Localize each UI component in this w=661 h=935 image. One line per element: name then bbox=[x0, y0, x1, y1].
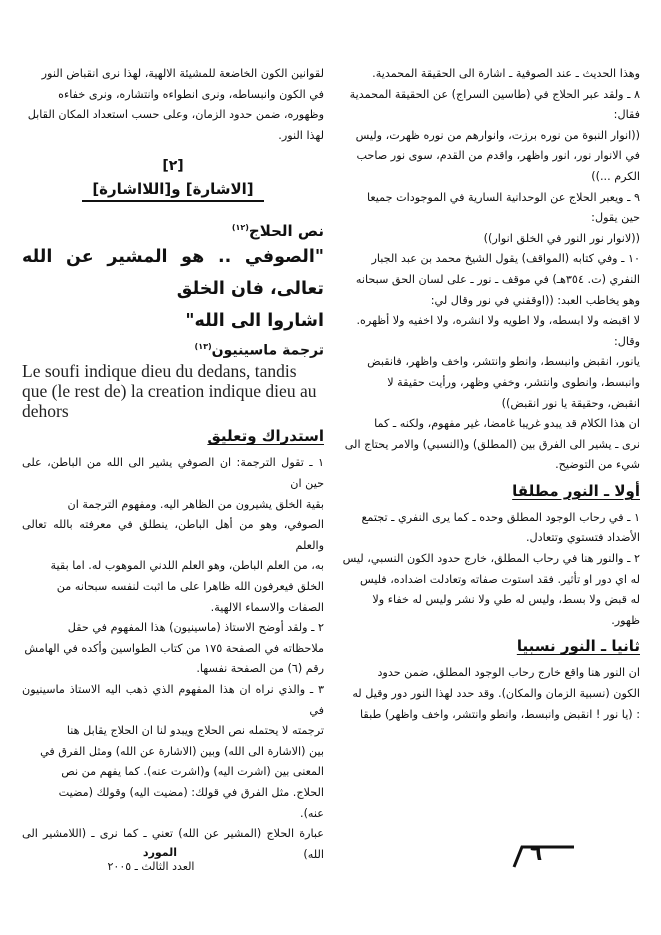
heading-text: أولا ـ النور مطلقا bbox=[512, 481, 640, 500]
text-line: وظهوره، ضمن حدود الزمان، وعلى حسب استعداد المكان القابل bbox=[27, 108, 324, 122]
text-line: ٢ ـ والنور هنا في رحاب المطلق، خارج حدود الكون النسبي، ليس bbox=[342, 552, 640, 566]
text-line: نرى ـ يشير الى الفرق بين (المطلق) و(النسبي) والامر يحتاج الى bbox=[344, 437, 640, 451]
heading-text: استدراك وتعليق bbox=[207, 427, 324, 446]
right-column bbox=[340, 64, 640, 725]
text-line: له قبض ولا بسط، وليس له طي ولا نشر وليس له خفاء ولا bbox=[372, 593, 640, 607]
section-title-text: [الاشارة] و[اللااشارة] bbox=[82, 180, 263, 202]
text-line: ١ ـ في رحاب الوجود المطلق وحده ـ كما يرى النفري ـ تجتمع bbox=[361, 510, 640, 524]
text-line: حين يقول: bbox=[591, 211, 640, 225]
text-line: : (يا نور ! انقبض وانبسط، وانطو وانتشر، واخف واظهر) طبقا bbox=[360, 707, 640, 721]
hallaj-heading bbox=[22, 218, 324, 242]
text-line: النفري (ت. ٣٥٤هـ) في موقف ـ نور ـ على لسان الحق سبحانه bbox=[355, 272, 640, 286]
hallaj-quote-line: اشاروا الى الله" bbox=[185, 311, 324, 332]
text-line: يانور، انقبض وانبسط، وانطو وانتشر، واخف واظهر، فانقبض bbox=[367, 355, 640, 369]
text-line: بين (الاشارة الى الله) وبين (الاشارة عن الله) ومثل الفرق في bbox=[40, 744, 324, 758]
text-line: وانبسط، وانطوى وانتشر، وخفي وظهر، ورأيت حقيقة لا bbox=[387, 375, 640, 389]
section-heading bbox=[340, 633, 640, 659]
footnote-ref: (١٢) bbox=[231, 222, 249, 232]
heading-text: ثانيا ـ النور نسبيا bbox=[516, 637, 640, 656]
text-line: الصوفي، وهو من أهل الباطن، ينطلق في معرفته بالله تعالى والعلم bbox=[22, 518, 324, 552]
text-line: عنه). bbox=[300, 806, 324, 820]
text-line: المعنى بين (اشرت اليه) و(اشرت عنه). كما يفهم من نص bbox=[61, 765, 324, 779]
page-number: ٦ bbox=[530, 841, 543, 865]
hallaj-quote-line: "الصوفي .. هو المشير عن الله تعالى، فان الخلق bbox=[22, 247, 324, 300]
text-line: ٣ ـ والذي نراه ان هذا المفهوم الذي ذهب اليه الاستاذ ماسينيون في bbox=[22, 682, 324, 717]
text-line: انقبض، وحقيقة يا نور انقبض)) bbox=[501, 396, 640, 410]
page-number-badge bbox=[512, 843, 578, 869]
text-line: ١ ـ تقول الترجمة: ان الصوفي يشير الى الله من الباطن، على حين ان bbox=[22, 456, 324, 490]
french-translation: Le soufi indique dieu du dedans, tandis que (le rest de) la creation indique dieu au dehors bbox=[22, 361, 317, 422]
text-line: له اي دور او تأثير. فقد استوت صفاته وتعادلت اضداده، فليس bbox=[359, 572, 640, 586]
text-line: ملاحظاته في الصفحة ١٧٥ من كتاب الطواسين وأكده في الهامش bbox=[24, 641, 324, 655]
right-paragraphs-3 bbox=[340, 663, 640, 725]
section-number: [٢] bbox=[162, 158, 184, 175]
footnote-ref: (١٣) bbox=[194, 342, 212, 352]
right-paragraphs-2 bbox=[340, 508, 640, 632]
text-line: به، من العلم الباطن، وهو العلم اللدني الموهوب له. اما بقية bbox=[50, 559, 324, 573]
text-line: عبارة الحلاج (المشير عن الله) تعني ـ كما نرى ـ (اللامشير الى الله) bbox=[22, 827, 324, 861]
text-line: في الانوار نور، انور واظهر، واقدم من القدم، سوى نور صاحب bbox=[356, 149, 640, 163]
text-line: وهذا الحديث ـ عند الصوفية ـ اشارة الى الحقيقة المحمدية. bbox=[372, 67, 640, 80]
section-heading bbox=[22, 423, 324, 449]
text-line: فقال: bbox=[613, 108, 640, 122]
text-line: الأضداد فتستوي وتتعادل. bbox=[525, 531, 640, 545]
text-line: الخلق فيعرفون الله ظاهرا على ما اثبت لنفسه سبحانه من bbox=[56, 579, 324, 593]
text-line: ٢ ـ ولقد أوضح الاستاذ (ماسينيون) هذا المفهوم في حقل bbox=[67, 621, 324, 635]
text-line: ٨ ـ ولقد عبر الحلاج في (طاسين السراج) عن الحقيقة المحمدية bbox=[349, 87, 640, 101]
text-line: ظهور. bbox=[611, 613, 640, 627]
massignon-heading bbox=[22, 337, 324, 361]
text-line: ١٠ ـ وفي كتابه (المواقف) يقول الشيخ محمد بن عبد الجبار bbox=[371, 252, 640, 266]
hallaj-heading-text: نص الحلاج bbox=[248, 221, 324, 240]
text-line: لا اقبضه ولا ابسطه، ولا اطويه ولا انشره، ولا اخفيه ولا أظهره. bbox=[356, 314, 640, 328]
text-line: شيء من التوضيح. bbox=[555, 458, 640, 472]
section-heading bbox=[340, 478, 640, 504]
text-line: رقم (٦) من الصفحة نفسها. bbox=[196, 662, 324, 676]
text-line: ترجمته لا يحتمله نص الحلاج ويبدو لنا ان الحلاج يقابل هنا bbox=[66, 724, 324, 738]
text-line: وهو يخاطب العبد: ((اوقفني في نور وقال لي: bbox=[430, 293, 640, 307]
left-paragraphs-2 bbox=[22, 453, 324, 865]
text-line: الحلاج. مثل الفرق في قولك: (مضيت اليه) وقولك (مضيت bbox=[58, 785, 324, 799]
text-line: الكرم ...)) bbox=[591, 169, 640, 183]
text-line: ان النور هنا واقع خارج رحاب الوجود المطلق، ضمن حدود bbox=[377, 666, 640, 680]
text-line: ((انوار النبوة من نوره برزت، وانوارهم من نوره ظهرت، وليس bbox=[355, 128, 640, 142]
text-line: بقية الخلق يشيرون من الظاهر اليه. ومفهوم الترجمة ان bbox=[67, 497, 324, 511]
text-line: ٩ ـ ويعبر الحلاج عن الوحدانية السارية في الموجودات جميعا bbox=[366, 190, 640, 204]
right-paragraphs-1 bbox=[340, 64, 640, 476]
page-number-bracket-icon bbox=[512, 843, 578, 869]
magazine-name: المورد bbox=[142, 846, 178, 859]
text-line: لهذا النور. bbox=[278, 128, 324, 142]
text-line: ((لانوار نور النور في الخلق انوار)) bbox=[483, 231, 640, 245]
text-line: الصفات والاسماء الالهية. bbox=[210, 600, 324, 614]
text-line: لقوانين الكون الخاضعة للمشيئة الالهية، لهذا نرى انقباض النور bbox=[41, 67, 324, 80]
massignon-heading-text: ترجمة ماسينيون bbox=[211, 342, 324, 359]
left-paragraphs-1 bbox=[22, 64, 324, 146]
text-line: في الكون وانبساطه، ونرى انطواءه وانتشاره، ونرى خفاءه bbox=[58, 87, 324, 101]
issue-label: العدد الثالث ـ ٢٠٠٥ bbox=[107, 860, 195, 873]
text-line: ان هذا الكلام قد يبدو غريبا غامضا، غير مفهوم، ولكنه ـ كما bbox=[374, 417, 640, 431]
section-title bbox=[22, 179, 324, 200]
left-column bbox=[22, 64, 324, 865]
text-line: الكون (نسبية الزمان والمكان). وقد حدد لهذا النور دور وقيل له bbox=[352, 687, 640, 701]
text-line: وقال: bbox=[613, 334, 640, 348]
